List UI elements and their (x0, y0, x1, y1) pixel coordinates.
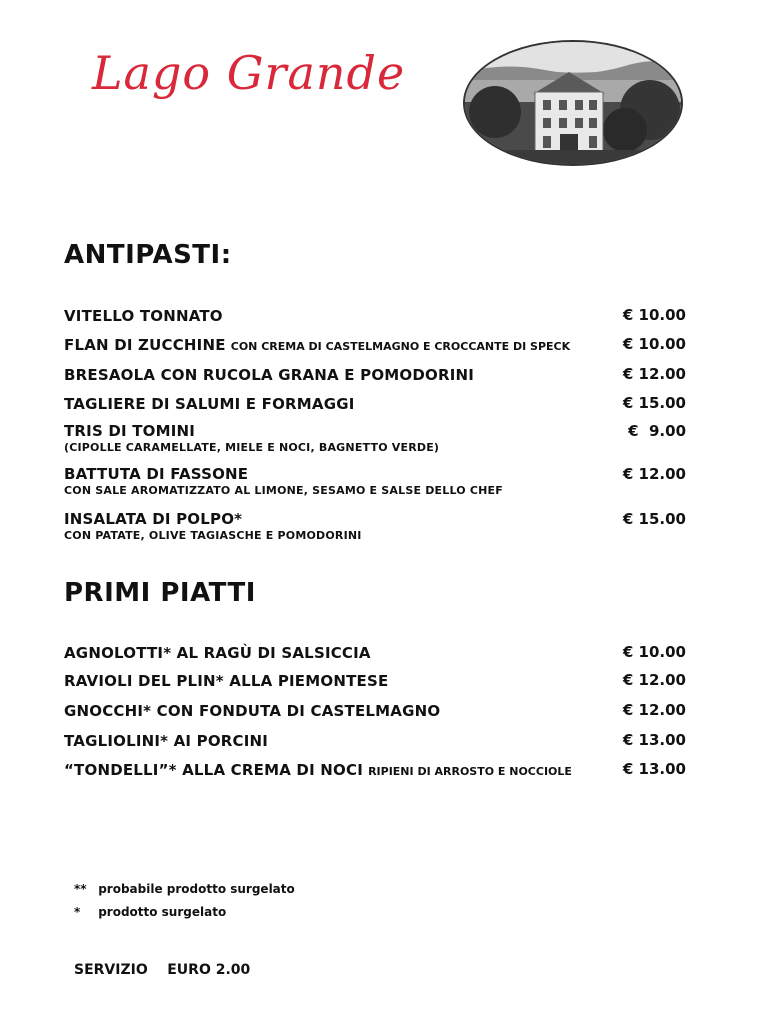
menu-item-name: RAVIOLI DEL PLIN* ALLA PIEMONTESE (64, 672, 389, 690)
restaurant-logo (92, 46, 406, 100)
menu-item (64, 465, 686, 497)
section-title-antipasti: ANTIPASTI: (64, 240, 232, 270)
menu-item-price: € 10.00 (622, 306, 686, 324)
section-title-primi: PRIMI PIATTI (64, 578, 256, 608)
menu-item (64, 335, 686, 354)
menu-item-name: VITELLO TONNATO (64, 307, 223, 325)
menu-item-note: CON PATATE, OLIVE TAGIASCHE E POMODORINI (64, 529, 362, 542)
menu-item-name: TAGLIOLINI* AI PORCINI (64, 732, 269, 750)
service-charge: SERVIZIO EURO 2.00 (74, 962, 251, 978)
logo-text: Lago Grande (92, 46, 406, 100)
menu-item-name: TAGLIERE DI SALUMI E FORMAGGI (64, 395, 355, 413)
menu-item (64, 394, 686, 413)
menu-item (64, 510, 686, 542)
menu-item-price: € 9.00 (628, 422, 686, 440)
menu-item (64, 760, 686, 779)
menu-item-note: CON SALE AROMATIZZATO AL LIMONE, SESAMO E SALSE DELLO CHEF (64, 484, 503, 497)
menu-item (64, 365, 686, 384)
menu-item-name: BRESAOLA CON RUCOLA GRANA E POMODORINI (64, 366, 475, 384)
menu-item-name: TRIS DI TOMINI (64, 422, 196, 440)
footnote-probable-frozen (74, 882, 295, 896)
menu-item (64, 671, 686, 690)
menu-item-price: € 10.00 (622, 643, 686, 661)
menu-item-price: € 13.00 (622, 760, 686, 778)
menu-item-inline-note: CON CREMA DI CASTELMAGNO E CROCCANTE DI SPECK (230, 340, 571, 353)
menu-item-inline-note: RIPIENI DI ARROSTO E NOCCIOLE (368, 765, 572, 778)
menu-item (64, 731, 686, 750)
menu-item-note: (CIPOLLE CARAMELLATE, MIELE E NOCI, BAGNETTO VERDE) (64, 441, 440, 454)
menu-item-price: € 12.00 (622, 671, 686, 689)
menu-item-price: € 10.00 (622, 335, 686, 353)
menu-item-name: “TONDELLI”* ALLA CREMA DI NOCI (64, 761, 363, 779)
menu-item-name: FLAN DI ZUCCHINE (64, 336, 226, 354)
hotel-photo-illustration (465, 42, 681, 164)
menu-item-name: AGNOLOTTI* AL RAGÙ DI SALSICCIA (64, 644, 371, 662)
menu-item-price: € 12.00 (622, 701, 686, 719)
menu-item (64, 306, 686, 325)
menu-item-name: BATTUTA DI FASSONE (64, 465, 249, 483)
menu-item (64, 643, 686, 662)
menu-item-name: INSALATA DI POLPO* (64, 510, 243, 528)
menu-item-price: € 15.00 (622, 510, 686, 528)
menu-item-price: € 15.00 (622, 394, 686, 412)
footnote-text: prodotto surgelato (98, 905, 227, 919)
menu-item-price: € 13.00 (622, 731, 686, 749)
footnote-mark: * (74, 905, 81, 919)
menu-item (64, 701, 686, 720)
hotel-photo (463, 40, 683, 166)
menu-item-price: € 12.00 (622, 365, 686, 383)
menu-item-price: € 12.00 (622, 465, 686, 483)
menu-item (64, 422, 686, 454)
footnote-text: probabile prodotto surgelato (98, 882, 295, 896)
footnote-frozen (74, 905, 226, 919)
menu-item-name: GNOCCHI* CON FONDUTA DI CASTELMAGNO (64, 702, 441, 720)
footnote-mark: ** (74, 882, 87, 896)
